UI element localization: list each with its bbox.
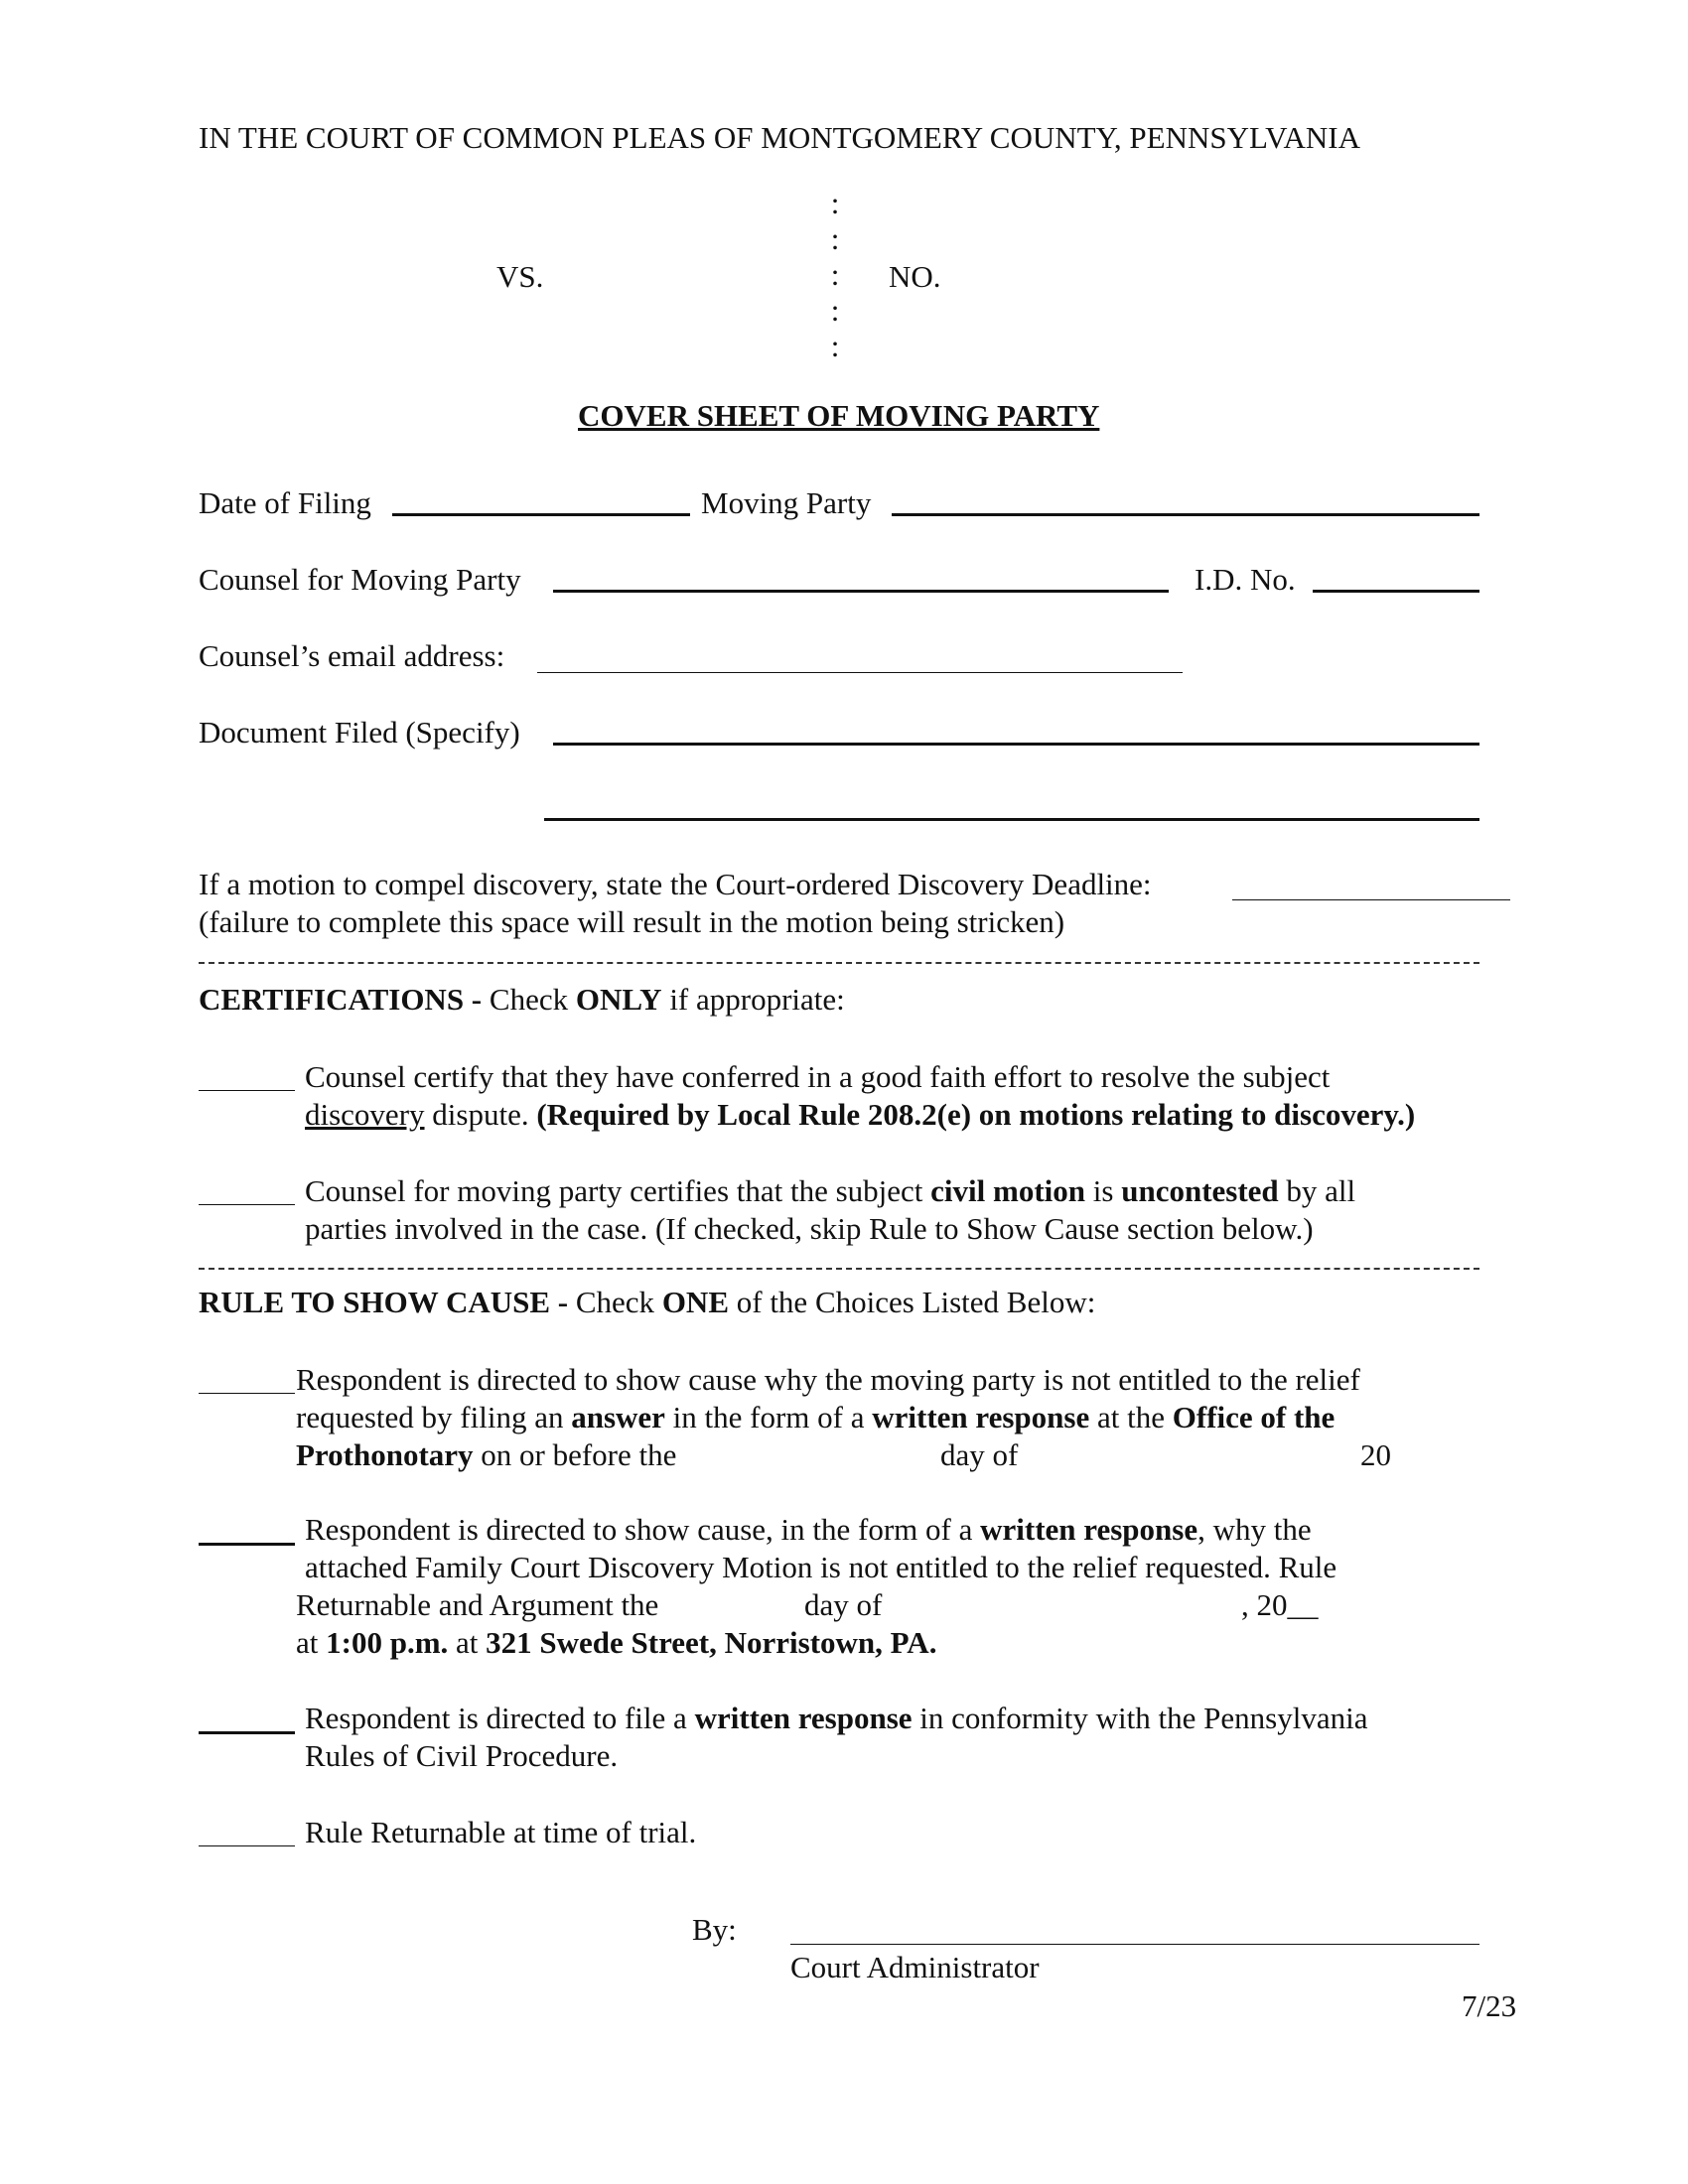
date-of-filing-field[interactable]	[392, 513, 690, 516]
caption-colon: :	[830, 329, 840, 363]
id-no-field[interactable]	[1313, 590, 1479, 593]
court-title: IN THE COURT OF COMMON PLEAS OF MONTGOMERY COUNTY, PENNSYLVANIA	[199, 120, 1360, 155]
by-label: By:	[692, 1912, 737, 1947]
form-title: COVER SHEET OF MOVING PARTY	[578, 398, 1100, 433]
choice4-checkbox[interactable]	[199, 1845, 295, 1846]
choice2-checkbox[interactable]	[199, 1543, 295, 1546]
case-number-label: NO.	[889, 259, 941, 294]
choice1-text-line2: requested by filing an answer in the form of a written response at the Office of the	[296, 1400, 1336, 1434]
choice1-text: Respondent is directed to show cause why the moving party is not entitled to the relief	[296, 1362, 1360, 1397]
choice2-year: , 20__	[1241, 1587, 1319, 1622]
uncontested-checkbox[interactable]	[199, 1204, 295, 1205]
moving-party-field[interactable]	[892, 513, 1479, 516]
good-faith-text: Counsel certify that they have conferred in a good faith effort to resolve the subject	[305, 1059, 1331, 1094]
moving-party-label: Moving Party	[701, 485, 872, 520]
choice2-text-line2: attached Family Court Discovery Motion is not entitled to the relief requested. Rule	[305, 1550, 1337, 1584]
uncontested-text-line2: parties involved in the case. (If checked, skip Rule to Show Cause section below.)	[305, 1211, 1314, 1246]
choice3-text-line2: Rules of Civil Procedure.	[305, 1738, 619, 1773]
good-faith-text-line2: discovery dispute. (Required by Local Rule 208.2(e) on motions relating to discovery.)	[305, 1097, 1416, 1132]
revision-date: 7/23	[1462, 1988, 1517, 2023]
good-faith-checkbox[interactable]	[199, 1090, 295, 1091]
choice3-text: Respondent is directed to file a written response in conformity with the Pennsylvania	[305, 1701, 1368, 1735]
counsel-field[interactable]	[553, 590, 1169, 593]
signature-line[interactable]	[790, 1944, 1479, 1945]
choice1-day-of: day of	[940, 1437, 1019, 1472]
id-no-label: I.D. No.	[1195, 562, 1296, 597]
document-filed-label: Document Filed (Specify)	[199, 715, 520, 750]
counsel-email-label: Counsel’s email address:	[199, 638, 505, 673]
choice1-checkbox[interactable]	[199, 1393, 295, 1394]
section-divider	[199, 962, 1479, 964]
caption-colon: :	[830, 257, 840, 292]
discovery-deadline-field[interactable]	[1232, 899, 1510, 900]
choice2-text: Respondent is directed to show cause, in the form of a written response, why the	[305, 1512, 1312, 1547]
caption-colon: :	[830, 221, 840, 256]
choice4-text: Rule Returnable at time of trial.	[305, 1815, 697, 1849]
choice2-time-location: at 1:00 p.m. at 321 Swede Street, Norristown, PA.	[296, 1625, 937, 1660]
choice1-prothonotary: Prothonotary on or before the	[296, 1437, 677, 1472]
discovery-deadline-label: If a motion to compel discovery, state the Court-ordered Discovery Deadline:	[199, 867, 1152, 901]
caption-colon: :	[830, 293, 840, 328]
choice3-checkbox[interactable]	[199, 1731, 295, 1734]
document-filed-field-line2[interactable]	[544, 818, 1479, 821]
choice1-year: 20	[1360, 1437, 1391, 1472]
choice2-returnable: Returnable and Argument the	[296, 1587, 659, 1622]
court-administrator-label: Court Administrator	[790, 1950, 1040, 1984]
choice2-day-of: day of	[804, 1587, 883, 1622]
certifications-heading: CERTIFICATIONS - Check ONLY if appropriate:	[199, 982, 845, 1017]
rule-to-show-cause-heading: RULE TO SHOW CAUSE - Check ONE of the Choices Listed Below:	[199, 1285, 1096, 1319]
section-divider	[199, 1268, 1479, 1270]
counsel-label: Counsel for Moving Party	[199, 562, 521, 597]
uncontested-text: Counsel for moving party certifies that the subject civil motion is uncontested by all	[305, 1173, 1356, 1208]
date-of-filing-label: Date of Filing	[199, 485, 371, 520]
caption-colon: :	[830, 186, 840, 220]
discovery-warning: (failure to complete this space will result in the motion being stricken)	[199, 904, 1065, 939]
counsel-email-field[interactable]	[537, 672, 1183, 673]
document-filed-field[interactable]	[553, 743, 1479, 746]
vs-label: VS.	[496, 259, 544, 294]
